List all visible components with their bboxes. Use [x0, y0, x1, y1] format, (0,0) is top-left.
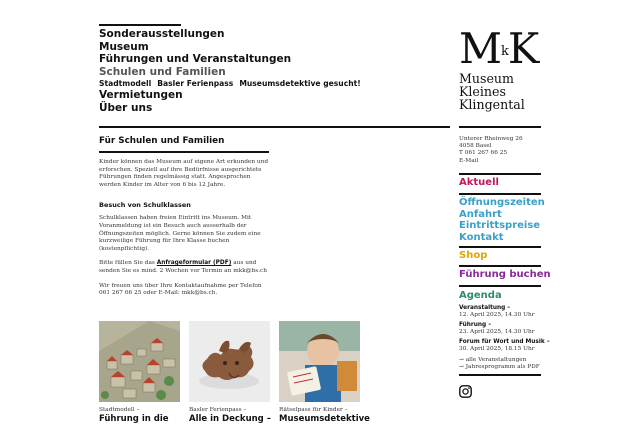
subnav-ferienpass[interactable]: Basler Ferienpass	[157, 79, 234, 88]
card-title-stadtmodell[interactable]: Führung in die	[99, 414, 169, 424]
intro-text: Kinder können das Museum auf eigene Art erkunden und erforschen. Speziell auf ihre Bedürfnisse ausgerichtete Führungen finden regelmässig statt. Angesprochen werden Kinder im Alter von 6 bis 12 Jahre.	[99, 159, 269, 188]
address-street: Unterer Rheinweg 26	[459, 136, 523, 142]
card-image-stadtmodell[interactable]	[99, 321, 180, 402]
link-aktuell[interactable]: Aktuell	[459, 177, 499, 188]
agenda-item-1-title: Veranstaltung –	[459, 305, 511, 311]
title-rule	[99, 151, 269, 153]
page-title: Für Schulen und Familien	[99, 136, 225, 146]
anfrageformular-link[interactable]: Anfrageformular (PDF)	[156, 260, 232, 267]
link-agenda[interactable]: Agenda	[459, 290, 502, 301]
nav-top-rule	[99, 24, 181, 26]
link-shop[interactable]: Shop	[459, 250, 488, 261]
right-rule-2	[459, 193, 541, 195]
logo-wordmark[interactable]	[459, 72, 525, 112]
address-phone: T 061 267 66 25	[459, 150, 508, 157]
logo-line-klingental: Klingental	[459, 97, 525, 113]
agenda-item-3-date: 30. April 2025, 18.15 Uhr	[459, 346, 535, 352]
paragraph-kontakt: Wir freuen uns über Ihre Kontaktaufnahme per Telefon 061 267 66 25 oder E-Mail: mkk@bs.ch.	[99, 282, 262, 297]
section-title: Besuch von Schulklassen	[99, 201, 191, 210]
right-rule-1	[459, 173, 541, 175]
agenda-item-1[interactable]	[459, 305, 535, 319]
agenda-item-3-title: Forum für Wort und Musik –	[459, 339, 550, 345]
nav-item-vermietungen[interactable]: Vermietungen	[99, 89, 183, 101]
paragraph-schulklassen: Schulklassen haben freien Eintritt ins Museum. Mit Voranmeldung ist ein Besuch auch ausserhalb der Öffnungszeiten möglich. Gerne können Sie zudem eine kurzweilige Führung für Ihre Klasse buchen (kostenpflichtig).	[99, 215, 261, 252]
link-oeffnungszeiten[interactable]: Öffnungszeiten	[459, 197, 545, 208]
agenda-item-2[interactable]	[459, 322, 535, 336]
card-caption-museumsdetektive: Rätselpass für Kinder –	[279, 407, 348, 413]
address-email-link[interactable]: E-Mail	[459, 157, 479, 164]
link-anfahrt[interactable]: Anfahrt	[459, 208, 502, 220]
card-image-museumsdetektive[interactable]	[279, 321, 360, 402]
anfrage-text-b: aus und senden Sie es mind. 2 Wochen vor Termin an mkk@bs.ch	[99, 260, 268, 274]
agenda-item-1-date: 12. April 2025, 14.30 Uhr	[459, 312, 535, 318]
card-image-ferienpass[interactable]	[189, 321, 270, 402]
logo-m: M	[459, 24, 502, 73]
anfrage-text-a: Bitte füllen Sie das	[99, 260, 157, 267]
main-content	[99, 136, 269, 298]
card-caption-ferienpass: Basler Ferienpass –	[189, 407, 247, 413]
logo-mark[interactable]	[459, 24, 539, 73]
logo-line-kleines: Kleines	[459, 84, 506, 100]
subnav-stadtmodell[interactable]: Stadtmodell	[99, 79, 152, 88]
card-title-ferienpass[interactable]: Alle in Deckung –	[189, 414, 271, 424]
nav-item-fuehrungen[interactable]: Führungen und Veranstaltungen	[99, 53, 292, 65]
link-alle-veranstaltungen[interactable]: → alle Veranstaltungen	[459, 357, 527, 363]
logo-line-museum: Museum	[459, 71, 514, 86]
link-eintrittspreise[interactable]: Eintrittspreise	[459, 220, 541, 231]
card-caption-stadtmodell: Stadtmodell –	[99, 407, 140, 413]
agenda-item-2-title: Führung –	[459, 322, 492, 328]
content-top-rule	[99, 126, 450, 128]
right-rule-3	[459, 246, 541, 248]
nav-item-schulen-familien[interactable]: Schulen und Familien	[99, 65, 226, 78]
nav-item-museum[interactable]: Museum	[99, 40, 149, 53]
link-jahresprogramm[interactable]: → Jahresprogramm als PDF	[459, 364, 540, 370]
right-rule-5	[459, 285, 541, 287]
right-rule-4	[459, 265, 541, 267]
right-rule-6	[459, 374, 541, 376]
link-fuehrung-buchen[interactable]: Führung buchen	[459, 269, 551, 280]
logo-k: K	[507, 24, 539, 73]
agenda-links	[459, 357, 540, 371]
link-kontakt[interactable]: Kontakt	[459, 231, 504, 243]
nav-item-ueber-uns[interactable]: Über uns	[99, 101, 153, 114]
agenda-item-3[interactable]	[459, 339, 550, 353]
nav-subitems	[99, 78, 389, 89]
paragraph-anfrage	[99, 260, 269, 275]
logo-k-small: k	[501, 44, 508, 59]
instagram-icon[interactable]	[459, 383, 472, 396]
card-title-museumsdetektive[interactable]: Museumsdetektive	[279, 414, 370, 424]
logo-rule	[459, 126, 541, 128]
subnav-museumsdetektive[interactable]: Museumsdetektive gesucht!	[239, 79, 361, 88]
agenda-item-2-date: 23. April 2025, 14.30 Uhr	[459, 329, 535, 335]
nav-item-sonderausstellungen[interactable]: Sonderausstellungen	[99, 28, 225, 40]
main-navigation	[99, 28, 389, 114]
address-city: 4058 Basel	[459, 143, 492, 150]
address-block	[459, 136, 523, 165]
